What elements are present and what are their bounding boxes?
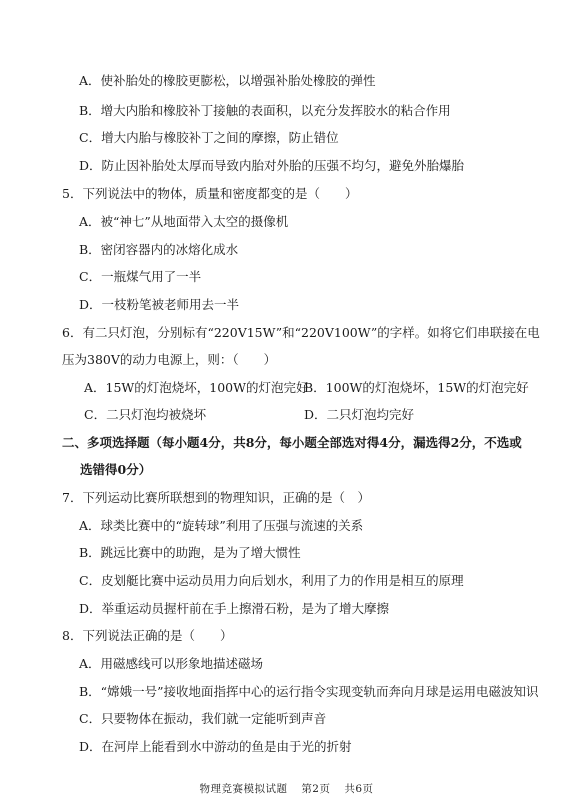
question-7-option-d: D．举重运动员握杆前在手上擦滑石粉，是为了增大摩擦 — [79, 601, 390, 616]
option-b: B．增大内胎和橡胶补丁接触的表面积，以充分发挥胶水的粘合作用 — [79, 103, 451, 118]
question-5-option-b: B．密闭容器内的冰熔化成水 — [79, 242, 239, 257]
question-7-option-b: B．跳远比赛中的助跑，是为了增大惯性 — [79, 545, 301, 560]
question-6-option-a: A．15W的灯泡烧坏，100W的灯泡完好 — [84, 380, 309, 395]
footer-title: 物理竞赛模拟试题 — [199, 783, 288, 795]
question-7-option-a: A．球类比赛中的“旋转球”利用了压强与流速的关系 — [79, 518, 364, 533]
question-6-option-b: B．100W的灯泡烧坏，15W的灯泡完好 — [304, 380, 529, 395]
question-8-option-b: B．“嫦娥一号”接收地面指挥中心的运行指令实现变轨而奔向月球是运用电磁波知识 — [79, 684, 539, 699]
question-8-option-c: C．只要物体在振动，我们就一定能听到声音 — [79, 711, 327, 726]
footer-page-number: 第2页 — [301, 783, 331, 795]
section-2-heading-line1: 二、多项选择题（每小题4分，共8分，每小题全部选对得4分，漏选得2分，不选或 — [62, 435, 522, 450]
question-5-option-d: D．一枝粉笔被老师用去一半 — [79, 297, 240, 312]
question-5-option-a: A．被“神七”从地面带入太空的摄像机 — [79, 214, 289, 229]
question-7-stem: 7．下列运动比赛所联想到的物理知识，正确的是（ ） — [62, 490, 370, 505]
section-2-heading-line2: 选错得0分） — [80, 462, 152, 477]
question-6-stem-line1: 6．有二只灯泡，分别标有“220V15W”和“220V100W”的字样。如将它们串联接在电 — [62, 325, 540, 340]
option-c: C．增大内胎与橡胶补丁之间的摩擦，防止错位 — [79, 130, 339, 145]
question-5-option-c: C．一瓶煤气用了一半 — [79, 269, 202, 284]
option-a: A．使补胎处的橡胶更膨松，以增强补胎处橡胶的弹性 — [79, 73, 376, 88]
question-8-option-d: D．在河岸上能看到水中游动的鱼是由于光的折射 — [79, 739, 352, 754]
question-6-option-d: D．二只灯泡均完好 — [304, 407, 415, 422]
question-8-option-a: A．用磁感线可以形象地描述磁场 — [79, 656, 264, 671]
footer-total-pages: 共6页 — [344, 783, 374, 795]
option-d: D．防止因补胎处太厚而导致内胎对外胎的压强不均匀，避免外胎爆胎 — [79, 158, 465, 173]
question-6-option-c: C．二只灯泡均被烧坏 — [84, 407, 207, 422]
question-7-option-c: C．皮划艇比赛中运动员用力向后划水，利用了力的作用是相互的原理 — [79, 573, 464, 588]
question-5-stem: 5．下列说法中的物体，质量和密度都变的是（ ） — [62, 186, 358, 201]
page-footer — [0, 782, 573, 796]
question-6-stem-line2: 压为380V的动力电源上，则：（ ） — [62, 352, 277, 367]
question-8-stem: 8．下列说法正确的是（ ） — [62, 628, 233, 643]
